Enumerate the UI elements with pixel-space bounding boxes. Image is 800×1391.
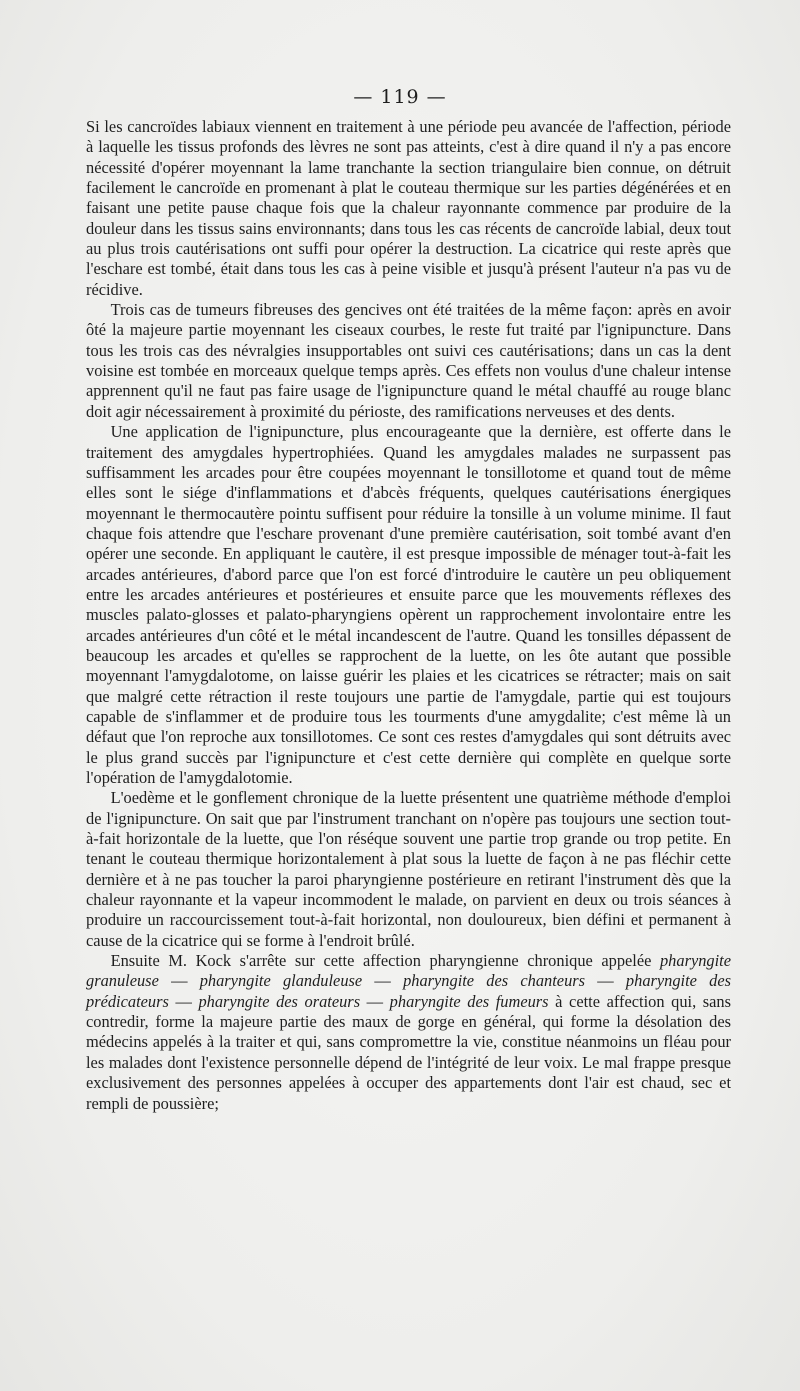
disease-name-italic: pharyngite des prédicateurs [86,971,732,1011]
dash: — [360,991,390,1011]
page-number: — 119 — [353,86,447,108]
dash: — [168,991,199,1011]
paragraph-amygdales: Une application de l'ignipuncture, plus encourageante que la dernière, est offerte dans le traitement des amygdales hypertrophiées. Quand les amygdales malades ne surpassent pas suffisamment les arcades pour être coupées moyennant le tonsillotome et quand tout de même elles sont le siége d'inflammations et d'abcès fréquents, quelques cautérisations énergiques moyennant le thermocautère pointu suffisent pour réduire la tonsille à un volume minime. Il faut chaque fois attendre que l'eschare provenant d'une première cautérisation, soit tombé avant d'en opérer une seconde. En appliquant le cautère, il est presque impossible de ménager tout-à-fait les arcades antérieures, d'abord parce que l'on est forcé d'introduire le cautère un peu obliquement entre les arcades antérieures et postérieures et ensuite parce que les mouvements réflexes des muscles palato-glosses et palato-pharyngiens opèrent un rapprochement involontaire entre les arcades antérieures d'un côté et le métal incandescent de l'autre. Quand les tonsilles dépassent de beaucoup les arcades et qu'elles se rapprochent de la luette, on les ôte autant que possible moyennant l'amygdalotome, on laisse guérir les plaies et les cicatrices se rétracter; mais on sait que malgré cette rétraction il reste toujours une partie de l'amygdale, partie qui est toujours capable de s'inflammer et de produire tous les tourments d'une amygdalite; c'est même là un défaut que l'on reproche aux tonsillotomes. Ce sont ces restes d'amygdales qui sont détruits avec le plus grand succès par l'ignipuncture et c'est cette dernière qui complète en quelque sorte l'opération de l'amygdalotomie. [86,422,731,787]
paragraph-luette: L'oedème et le gonflement chronique de la luette présentent une quatrième méthode d'emploi de l'ignipuncture. On sait que par l'instrument tranchant on n'opère pas toujours une section tout-à-fait horizontale de la luette, que l'on réséque souvent une partie trop grande ou trop petite. En tenant le couteau thermique horizontalement à plat sous la luette de façon à ne pas fléchir cette dernière et à ne pas toucher la paroi pharyngienne postérieure en retirant l'instrument dès que la chaleur rayonnante et la vapeur incommodent le malade, on parvient en deux ou trois séances à produire un raccourcissement tout-à-fait horizontal, non douloureux, bien défini et permanent à cause de la cicatrice qui se forme à l'endroit brûlé. [86,788,731,950]
dash: — [362,971,404,991]
disease-name-italic: pharyngite glanduleuse [199,971,363,991]
dash: — [585,971,626,991]
disease-name-italic: pharyngite granuleuse [86,951,731,991]
disease-name-italic: pharyngite des fumeurs [389,991,549,1011]
paragraph-cancroides: Si les cancroïdes labiaux viennent en traitement à une période peu avancée de l'affection, période à laquelle les tissus profonds des lèvres ne sont pas atteints, c'est à dire quand il n'y a pas encore nécessité d'opérer moyennant la lame tranchante la section triangulaire bien connue, on détruit facilement le cancroïde en promenant à plat le couteau thermique sur les parties dégénérées et en faisant une petite pause chaque fois que la chaleur rayonnante commence par produire de la douleur dans les tissus sains environnants; dans tous les cas récents de cancroïde labial, deux tout au plus trois cautérisations ont suffi pour opérer la destruction. La cicatrice qui reste après que l'eschare est tombé, était dans tous les cas à peine visible et jusqu'à présent l'auteur n'a pas vu de récidive. [86,117,731,299]
disease-name-italic: pharyngite des chanteurs [403,971,586,991]
paragraph-text: Ensuite M. Kock s'arrête sur cette affection pharyngienne chronique appelée [110,951,660,971]
paragraph-text: à cette affection qui, sans contredir, forme la majeure partie des maux de gorge en général, qui forme la désolation des médecins appelés à la traiter et qui, sans compromettre la vie, constitue néanmoins un fléau pour les malades dont l'existence personnelle dépend de l'intégrité de leur voix. Le mal frappe presque exclusivement des personnes appelées à occuper des appartements dont l'air est chaud, sec et rempli de poussière; [86,991,731,1113]
body-text [86,117,731,1114]
dash: — [158,971,200,991]
disease-name-italic: pharyngite des orateurs [198,991,361,1011]
paragraph-tumeurs-fibreuses: Trois cas de tumeurs fibreuses des gencives ont été traitées de la même façon: après en avoir ôté la majeure partie moyennant les ciseaux courbes, le reste fut traité par l'ignipuncture. Dans tous les trois cas des névralgies insupportables ont suivi ces cautérisations; dans un cas la dent voisine est tombée en morceaux quelque temps après. Ces effets non voulus d'une chaleur intense apprennent qu'il ne faut pas faire usage de l'ignipuncture quand le métal chauffé au rouge blanc doit agir nécessairement à proximité du périoste, des ramifications nerveuses et des dents. [86,300,731,421]
paragraph-pharyngite [86,951,731,1114]
